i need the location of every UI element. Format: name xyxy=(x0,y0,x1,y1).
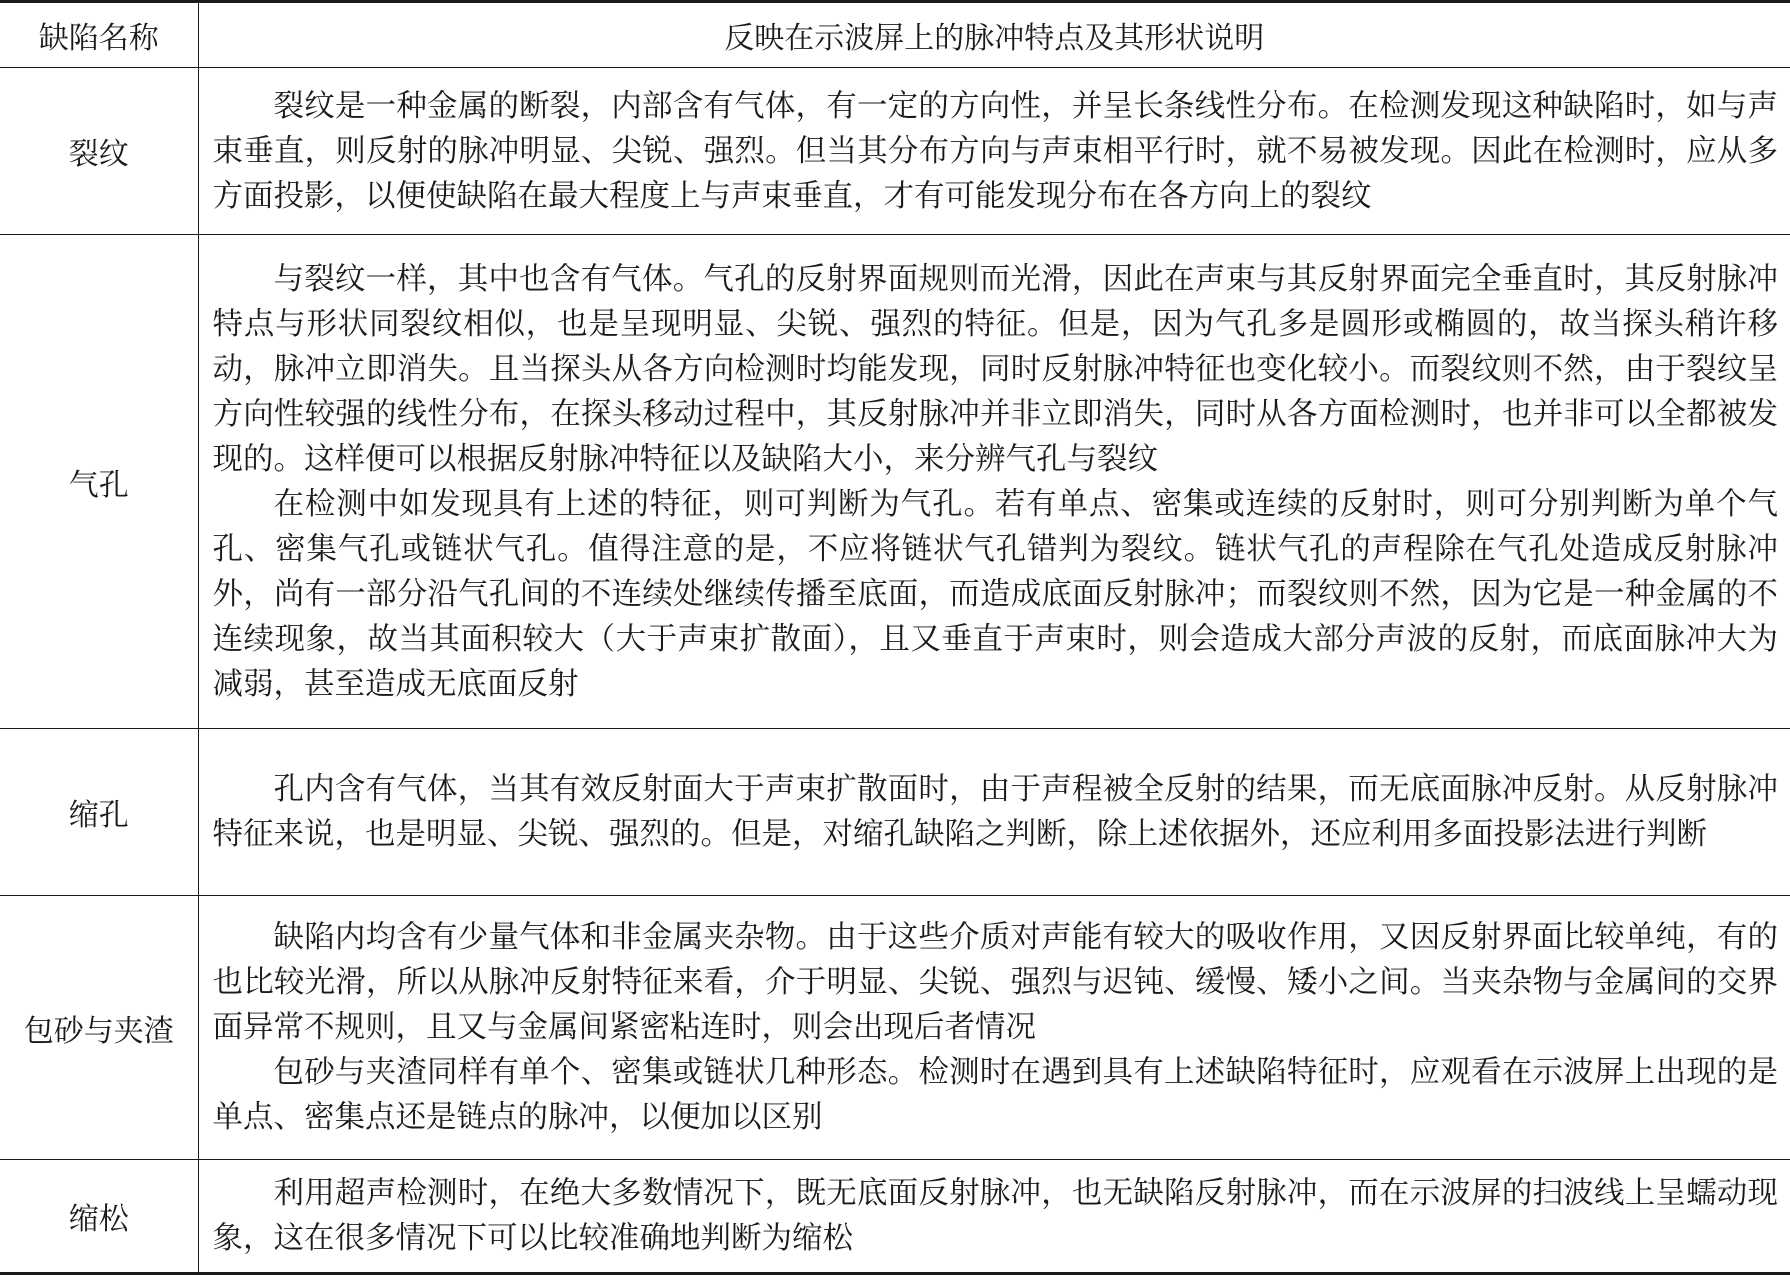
defect-description-pore xyxy=(198,235,1790,729)
description-paragraph: 包砂与夹渣同样有单个、密集或链状几种形态。检测时在遇到具有上述缺陷特征时，应观看在示波屏上出现的是单点、密集点还是链点的脉冲，以便加以区别 xyxy=(212,1055,1778,1135)
defect-name-pore: 气孔 xyxy=(0,235,198,729)
description-paragraph: 与裂纹一样，其中也含有气体。气孔的反射界面规则而光滑，因此在声束与其反射界面完全垂直时，其反射脉冲特点与形状同裂纹相似，也是呈现明显、尖锐、强烈的特征。但是，因为气孔多是圆形或椭圆的，故当探头稍许移动，脉冲立即消失。且当探头从各方向检测时均能发现，同时反射脉冲特征也变化较小。而裂纹则不然，由于裂纹呈方向性较强的线性分布，在探头移动过程中，其反射脉冲并非立即消失，同时从各方面检测时，也并非可以全都被发现的。这样便可以根据反射脉冲特征以及缺陷大小，来分辨气孔与裂纹 xyxy=(212,261,1778,477)
description-paragraph: 缺陷内均含有少量气体和非金属夹杂物。由于这些介质对声能有较大的吸收作用，又因反射界面比较单纯，有的也比较光滑，所以从脉冲反射特征来看，介于明显、尖锐、强烈与迟钝、缓慢、矮小之间。当夹杂物与金属间的交界面异常不规则，且又与金属间紧密粘连时，则会出现后者情况 xyxy=(212,920,1778,1045)
table-row xyxy=(0,1160,1790,1274)
defect-name-shrinkage-cavity: 缩孔 xyxy=(0,729,198,896)
table-row xyxy=(0,235,1790,729)
defect-name-crack: 裂纹 xyxy=(0,68,198,235)
description-paragraph: 孔内含有气体，当其有效反射面大于声束扩散面时，由于声程被全反射的结果，而无底面脉冲反射。从反射脉冲特征来说，也是明显、尖锐、强烈的。但是，对缩孔缺陷之判断，除上述依据外，还应利用多面投影法进行判断 xyxy=(212,772,1778,852)
table-row xyxy=(0,68,1790,235)
defect-description-sand-slag-inclusion xyxy=(198,896,1790,1160)
description-paragraph: 裂纹是一种金属的断裂，内部含有气体，有一定的方向性，并呈长条线性分布。在检测发现这种缺陷时，如与声束垂直，则反射的脉冲明显、尖锐、强烈。但当其分布方向与声束相平行时，就不易被发现。因此在检测时，应从多方面投影，以便使缺陷在最大程度上与声束垂直，才有可能发现分布在各方向上的裂纹 xyxy=(212,88,1778,214)
defect-description-porosity xyxy=(198,1160,1790,1274)
table-row xyxy=(0,729,1790,896)
table-row xyxy=(0,896,1790,1160)
header-description: 反映在示波屏上的脉冲特点及其形状说明 xyxy=(198,2,1790,68)
defect-name-sand-slag-inclusion: 包砂与夹渣 xyxy=(0,896,198,1160)
description-paragraph: 在检测中如发现具有上述的特征，则可判断为气孔。若有单点、密集或连续的反射时，则可分别判断为单个气孔、密集气孔或链状气孔。值得注意的是，不应将链状气孔错判为裂纹。链状气孔的声程除在气孔处造成反射脉冲外，尚有一部分沿气孔间的不连续处继续传播至底面，而造成底面反射脉冲；而裂纹则不然，因为它是一种金属的不连续现象，故当其面积较大（大于声束扩散面），且又垂直于声束时，则会造成大部分声波的反射，而底面脉冲大为减弱，甚至造成无底面反射 xyxy=(212,486,1778,702)
defect-name-porosity: 缩松 xyxy=(0,1160,198,1274)
defect-description-shrinkage-cavity xyxy=(198,729,1790,896)
description-paragraph: 利用超声检测时，在绝大多数情况下，既无底面反射脉冲，也无缺陷反射脉冲，而在示波屏的扫波线上呈蠕动现象，这在很多情况下可以比较准确地判断为缩松 xyxy=(212,1176,1778,1256)
header-row xyxy=(0,2,1790,68)
defect-description-crack xyxy=(198,68,1790,235)
header-defect-name: 缺陷名称 xyxy=(0,2,198,68)
